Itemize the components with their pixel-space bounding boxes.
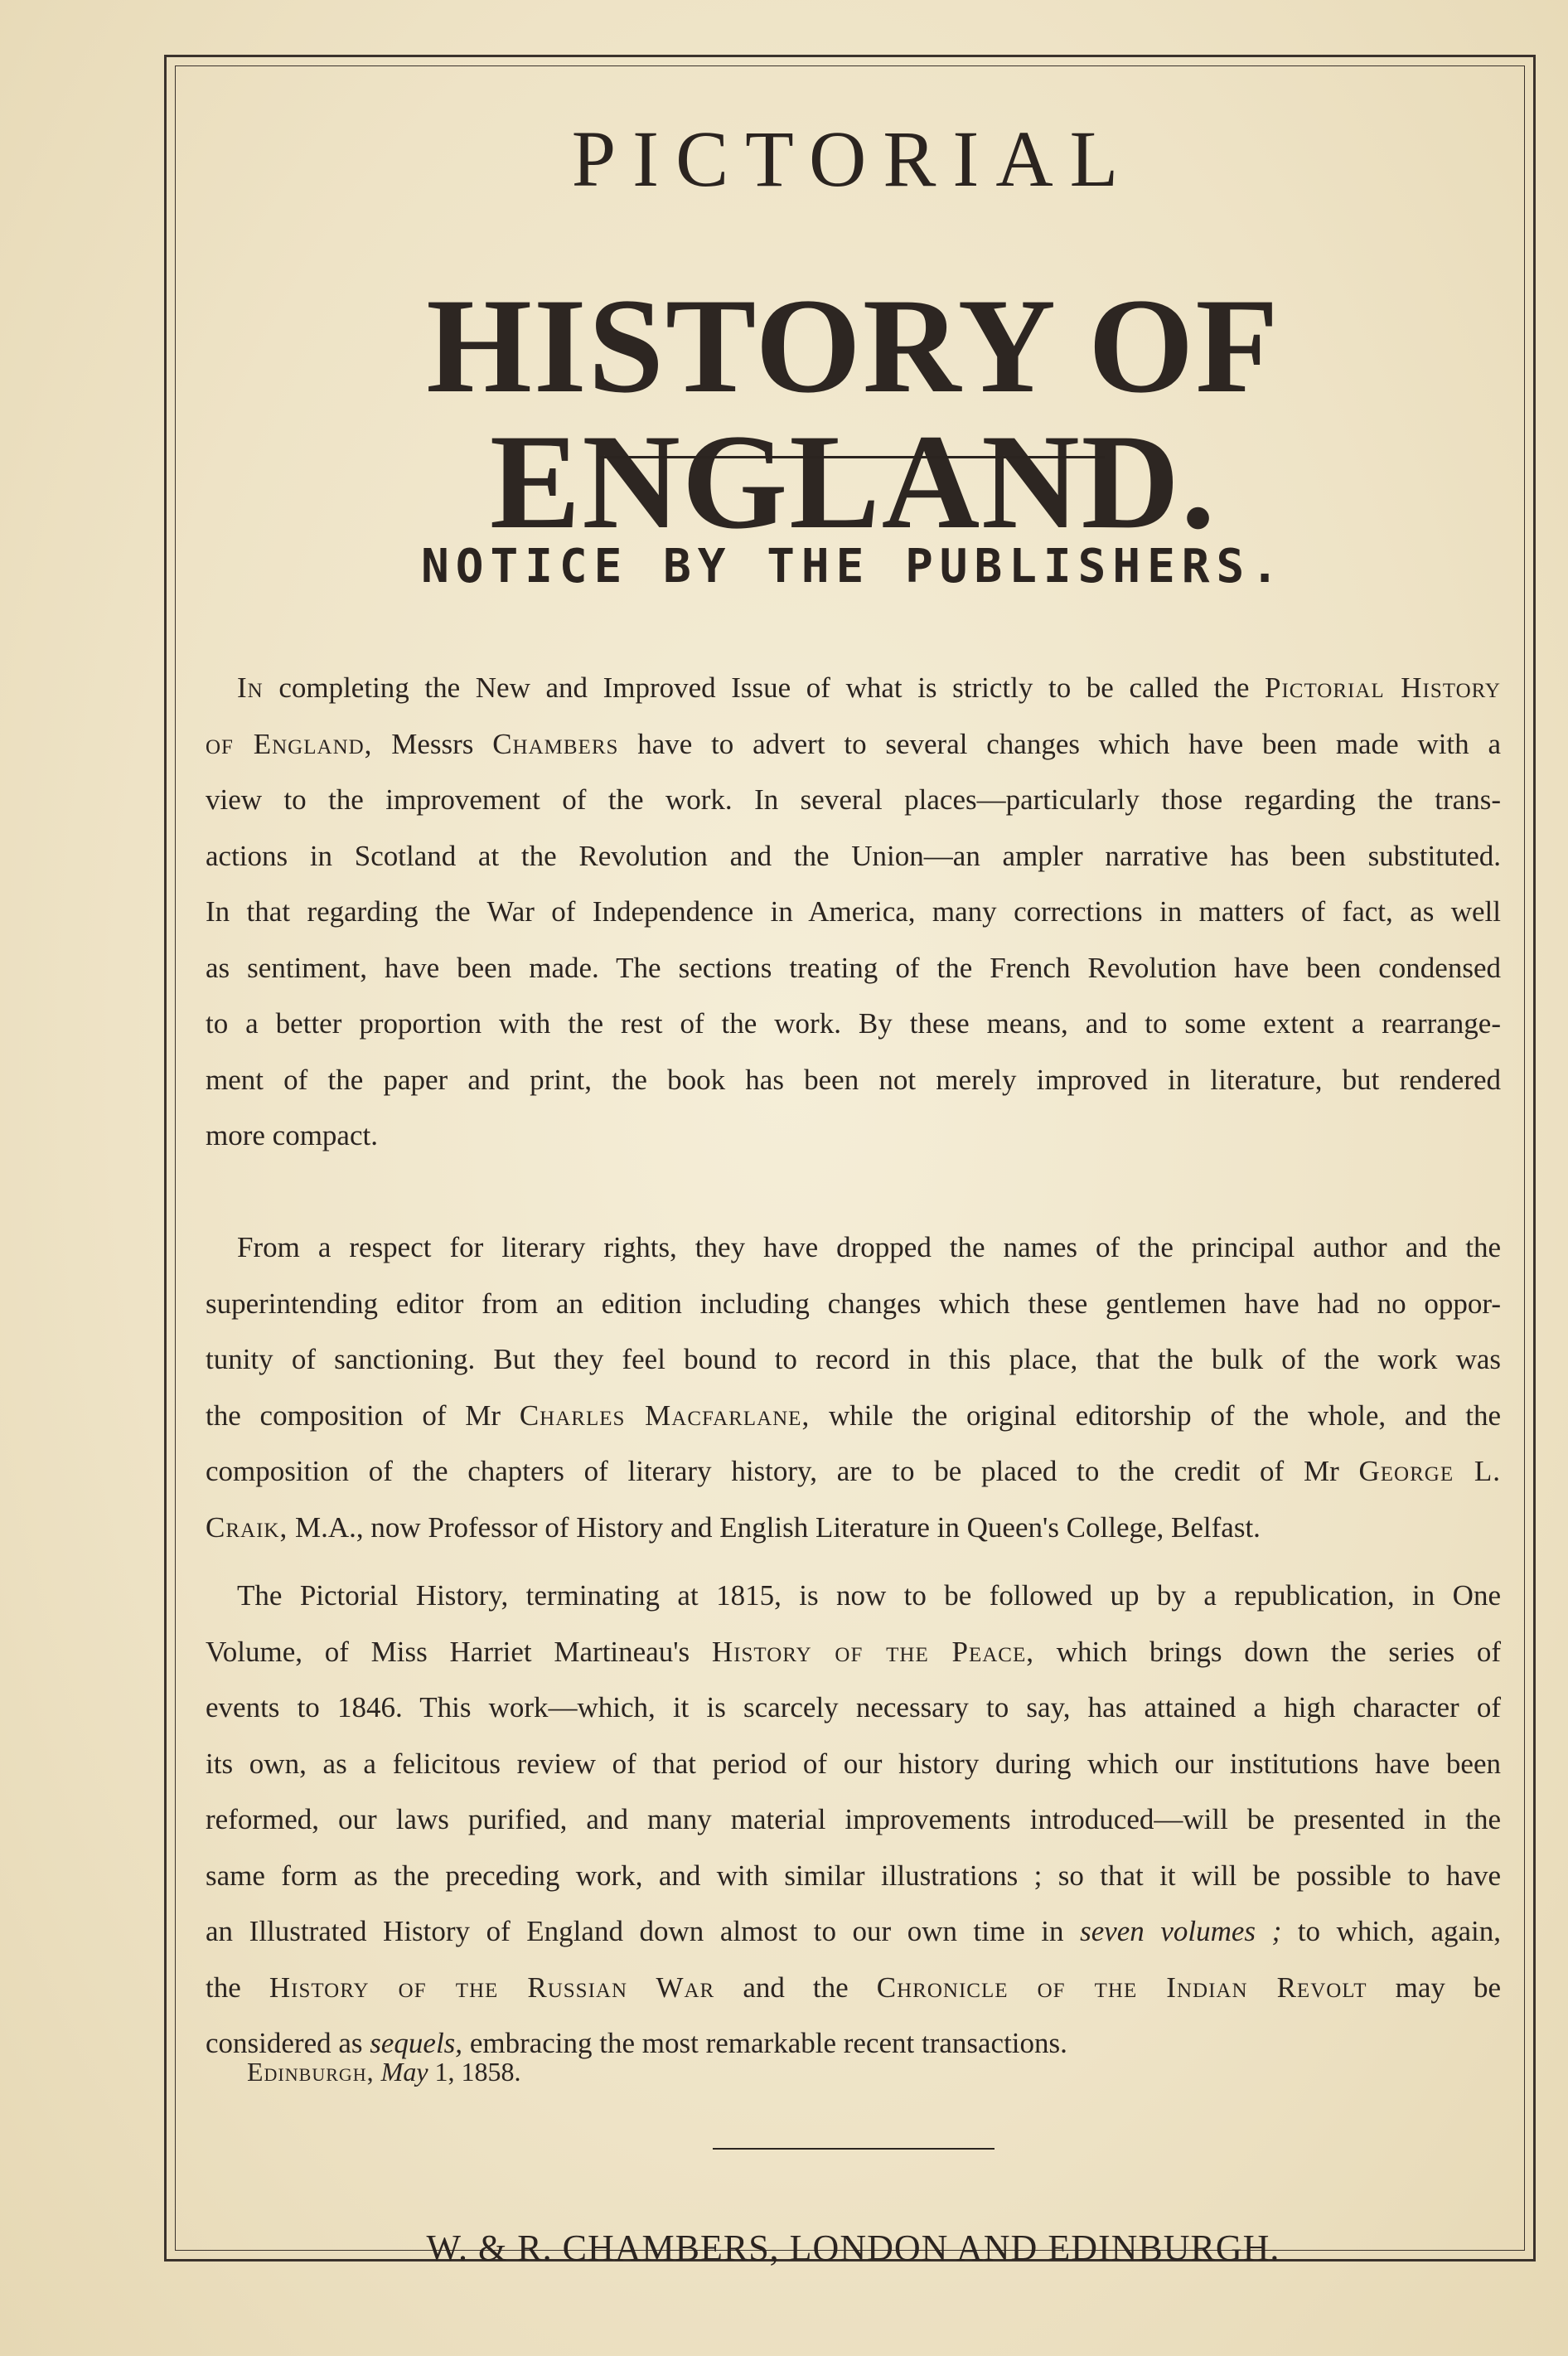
- text-run: an Illustrated History of England down almost to our own time in: [206, 1915, 1081, 1947]
- text-run: events to 1846. This work—which, it is scarcely necessary to say, has attained a high character of: [206, 1691, 1501, 1723]
- notice-heading: NOTICE BY THE PUBLISHERS.: [421, 540, 1285, 594]
- text-run: actions in Scotland at the Revolution and the Union—an ampler narrative has been substituted.: [206, 839, 1501, 872]
- page-content: [206, 55, 1502, 2268]
- text-run: completing the New and Improved Issue of what is strictly to be called the: [263, 671, 1265, 704]
- text-run: Messrs: [372, 727, 493, 760]
- text-run: The Pictorial History, terminating at 1815, is now to be followed up by a republication, in One: [237, 1579, 1501, 1612]
- text-line: [206, 1108, 1501, 1164]
- paragraph-1: [206, 660, 1501, 1164]
- text-run: same form as the preceding work, and with similar illustrations ; so that it will be possible to have: [206, 1859, 1501, 1892]
- text-run: its own, as a felicitous review of that period of our history during which our institutions have been: [206, 1747, 1501, 1780]
- text-run: History of the Peace,: [711, 1635, 1034, 1668]
- text-run: Volume, of Miss Harriet Martineau's: [206, 1635, 712, 1668]
- title-pictorial: PICTORIAL: [571, 114, 1135, 203]
- dateline: [247, 2057, 521, 2087]
- text-line: [206, 1903, 1501, 1960]
- text-line: [206, 660, 1501, 716]
- text-line: [206, 828, 1501, 885]
- text-run: Chronicle of the Indian Revolt: [876, 1971, 1367, 2004]
- text-line: [206, 996, 1501, 1052]
- paragraph-2: [206, 1219, 1501, 1555]
- text-line: [206, 1624, 1501, 1680]
- text-line: [206, 1219, 1501, 1276]
- title-history-of-england: HISTORY OF ENGLAND.: [426, 271, 1280, 557]
- text-run: may be: [1367, 1971, 1502, 2004]
- text-line: [206, 716, 1501, 773]
- text-line: [206, 1680, 1501, 1736]
- text-run: History of the Russian War: [269, 1971, 715, 2004]
- text-line: [206, 1960, 1501, 2016]
- text-run: and the: [714, 1971, 877, 2004]
- text-line: [206, 1848, 1501, 1904]
- text-run: sequels,: [370, 2027, 463, 2059]
- text-line: [206, 1568, 1501, 1624]
- text-line: [206, 1331, 1501, 1388]
- text-line: [206, 1276, 1501, 1332]
- dateline-place: Edinburgh,: [247, 2057, 375, 2087]
- text-run: Craik,: [206, 1510, 288, 1544]
- text-run: In: [237, 671, 264, 704]
- dateline-month: May: [380, 2057, 428, 2087]
- text-line: [206, 1791, 1501, 1848]
- text-run: considered as: [206, 2027, 370, 2059]
- text-run: to a better proportion with the rest of the work. By these means, and to some extent a rearrange-: [206, 1007, 1501, 1040]
- text-run: Chambers: [492, 727, 619, 760]
- text-run: Pictorial History: [1264, 671, 1501, 704]
- text-line: [206, 884, 1501, 940]
- text-run: of England,: [206, 727, 373, 760]
- text-line: [206, 772, 1501, 828]
- text-line: [206, 1443, 1501, 1500]
- text-run: as sentiment, have been made. The sections treating of the French Revolution have been condensed: [206, 951, 1501, 984]
- text-run: tunity of sanctioning. But they feel bound to record in this place, that the bulk of the work was: [206, 1343, 1501, 1375]
- text-line: [206, 940, 1501, 996]
- text-run: more compact.: [206, 1119, 378, 1151]
- dateline-date: 1, 1858.: [428, 2057, 521, 2087]
- text-run: reformed, our laws purified, and many material improvements introduced—will be presented in the: [206, 1803, 1501, 1835]
- text-run: while the original editorship of the whole, and the: [810, 1399, 1501, 1432]
- text-line: [206, 1052, 1501, 1108]
- text-run: view to the improvement of the work. In several places—particularly those regarding the trans-: [206, 783, 1501, 816]
- publisher-imprint: W. & R. CHAMBERS, LONDON AND EDINBURGH.: [426, 2228, 1280, 2268]
- text-line: [206, 1736, 1501, 1792]
- text-line: [206, 1388, 1501, 1444]
- text-line: [206, 1500, 1501, 1556]
- text-run: M.A., now Professor of History and English Literature in Queen's College, Belfast.: [288, 1510, 1261, 1544]
- text-run: the composition of Mr: [206, 1399, 520, 1432]
- text-run: George L.: [1358, 1455, 1501, 1487]
- text-run: In that regarding the War of Independence in America, many corrections in matters of fact, as well: [206, 895, 1501, 928]
- text-run: have to advert to several changes which have been made with a: [618, 727, 1501, 760]
- text-run: From a respect for literary rights, they have dropped the names of the principal author and the: [237, 1231, 1501, 1263]
- text-run: seven volumes ;: [1080, 1915, 1282, 1947]
- title-rule: [599, 456, 1105, 458]
- text-run: which brings down the series of: [1033, 1635, 1501, 1668]
- text-run: embracing the most remarkable recent transactions.: [462, 2027, 1067, 2059]
- text-run: ment of the paper and print, the book has been not merely improved in literature, but rendered: [206, 1063, 1501, 1096]
- imprint-rule: [713, 2148, 995, 2150]
- text-run: the: [206, 1971, 269, 2004]
- paragraph-3: [206, 1568, 1501, 2072]
- text-run: Charles Macfarlane,: [519, 1399, 811, 1432]
- text-run: to which, again,: [1281, 1915, 1501, 1947]
- text-run: superintending editor from an edition including changes which these gentlemen have had no oppor-: [206, 1287, 1501, 1320]
- text-run: composition of the chapters of literary history, are to be placed to the credit of Mr: [206, 1455, 1359, 1487]
